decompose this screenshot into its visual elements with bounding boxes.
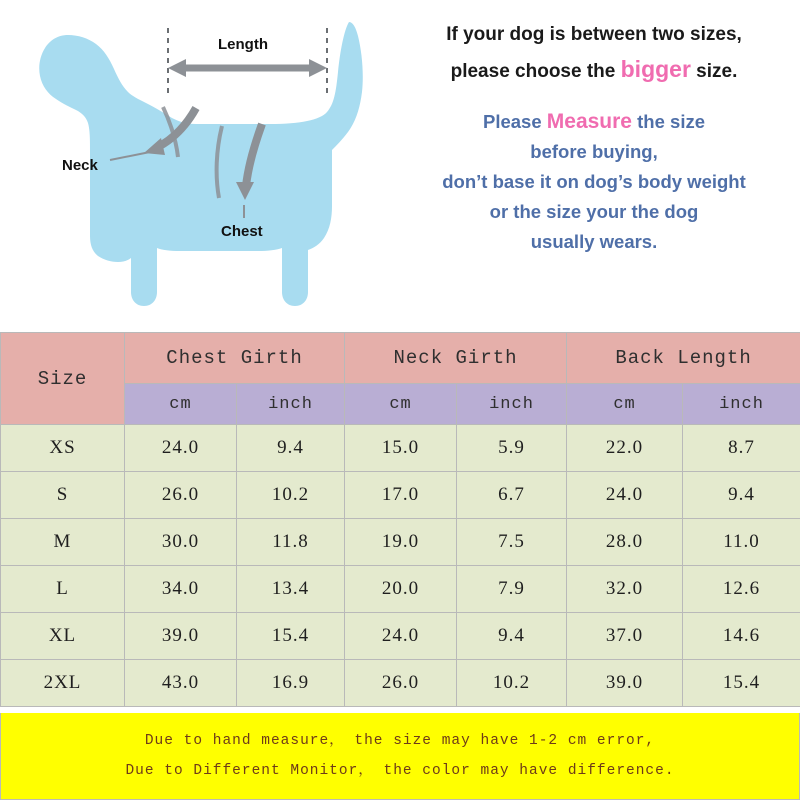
table-row (1, 660, 800, 707)
table-row (1, 613, 800, 660)
length-arrow-icon (168, 59, 327, 77)
note-measure-suffix: the size (632, 111, 705, 132)
header-back-length: Back Length (567, 333, 800, 384)
note-line-2 (392, 52, 796, 89)
header-back-inch: inch (683, 384, 800, 425)
cell-back-inch: 12.6 (683, 566, 800, 613)
cell-back-cm: 28.0 (567, 519, 683, 566)
cell-back-cm: 37.0 (567, 613, 683, 660)
cell-neck-inch: 5.9 (457, 425, 567, 472)
cell-back-inch: 15.4 (683, 660, 800, 707)
neck-label: Neck (62, 157, 98, 174)
cell-neck-cm: 19.0 (345, 519, 457, 566)
disclaimer-line-1: Due to hand measure， the size may have 1-2 cm error, (144, 733, 656, 749)
length-label: Length (218, 36, 268, 53)
cell-back-cm: 39.0 (567, 660, 683, 707)
cell-back-inch: 14.6 (683, 613, 800, 660)
cell-chest-inch: 13.4 (237, 566, 345, 613)
cell-chest-inch: 15.4 (237, 613, 345, 660)
cell-back-inch: 8.7 (683, 425, 800, 472)
cell-neck-cm: 17.0 (345, 472, 457, 519)
size-table-wrap (0, 332, 800, 707)
header-chest-inch: inch (237, 384, 345, 425)
cell-back-cm: 24.0 (567, 472, 683, 519)
cell-neck-inch: 7.9 (457, 566, 567, 613)
dog-ear-shape (69, 46, 104, 88)
cell-back-inch: 9.4 (683, 472, 800, 519)
cell-size: L (1, 566, 125, 613)
cell-size: M (1, 519, 125, 566)
note-measure-line (392, 107, 796, 137)
cell-size: XS (1, 425, 125, 472)
dog-silhouette-icon (0, 0, 400, 332)
dog-measurement-diagram (0, 0, 400, 332)
cell-chest-cm: 24.0 (125, 425, 237, 472)
cell-back-cm: 22.0 (567, 425, 683, 472)
note-block-2 (392, 107, 796, 257)
cell-chest-cm: 39.0 (125, 613, 237, 660)
cell-neck-inch: 10.2 (457, 660, 567, 707)
header-neck-inch: inch (457, 384, 567, 425)
cell-chest-inch: 11.8 (237, 519, 345, 566)
header-neck-girth: Neck Girth (345, 333, 567, 384)
note-bigger-word: bigger (620, 56, 691, 82)
cell-chest-cm: 43.0 (125, 660, 237, 707)
cell-size: 2XL (1, 660, 125, 707)
cell-chest-cm: 26.0 (125, 472, 237, 519)
notes-block (392, 18, 796, 257)
note-block2-line3: don’t base it on dog’s body weight (442, 171, 746, 192)
size-table (0, 332, 800, 707)
cell-back-inch: 11.0 (683, 519, 800, 566)
cell-back-cm: 32.0 (567, 566, 683, 613)
note-line-1: If your dog is between two sizes, (446, 24, 742, 45)
table-row (1, 519, 800, 566)
top-section (0, 0, 800, 332)
cell-neck-cm: 26.0 (345, 660, 457, 707)
cell-neck-cm: 15.0 (345, 425, 457, 472)
header-size: Size (1, 333, 125, 425)
cell-chest-inch: 16.9 (237, 660, 345, 707)
disclaimer-banner (0, 713, 800, 800)
cell-neck-inch: 6.7 (457, 472, 567, 519)
cell-size: XL (1, 613, 125, 660)
cell-chest-cm: 34.0 (125, 566, 237, 613)
note-block2-line5: usually wears. (530, 231, 658, 252)
cell-chest-inch: 10.2 (237, 472, 345, 519)
note-line-2-suffix: size. (690, 61, 738, 82)
disclaimer-line-2: Due to Different Monitor， the color may have difference. (125, 763, 675, 779)
table-row (1, 566, 800, 613)
cell-neck-cm: 20.0 (345, 566, 457, 613)
note-measure-word: Measure (546, 110, 632, 133)
table-row (1, 472, 800, 519)
cell-chest-cm: 30.0 (125, 519, 237, 566)
table-row (1, 425, 800, 472)
note-block2-line4: or the size your the dog (489, 201, 699, 222)
cell-size: S (1, 472, 125, 519)
cell-chest-inch: 9.4 (237, 425, 345, 472)
header-chest-girth: Chest Girth (125, 333, 345, 384)
header-back-cm: cm (567, 384, 683, 425)
note-line-2-prefix: please choose the (450, 61, 621, 82)
cell-neck-cm: 24.0 (345, 613, 457, 660)
cell-neck-inch: 7.5 (457, 519, 567, 566)
header-neck-cm: cm (345, 384, 457, 425)
table-header-main (1, 333, 800, 384)
chest-label: Chest (221, 223, 263, 240)
note-block2-line2: before buying, (530, 141, 658, 162)
cell-neck-inch: 9.4 (457, 613, 567, 660)
header-chest-cm: cm (125, 384, 237, 425)
note-measure-prefix: Please (483, 111, 547, 132)
